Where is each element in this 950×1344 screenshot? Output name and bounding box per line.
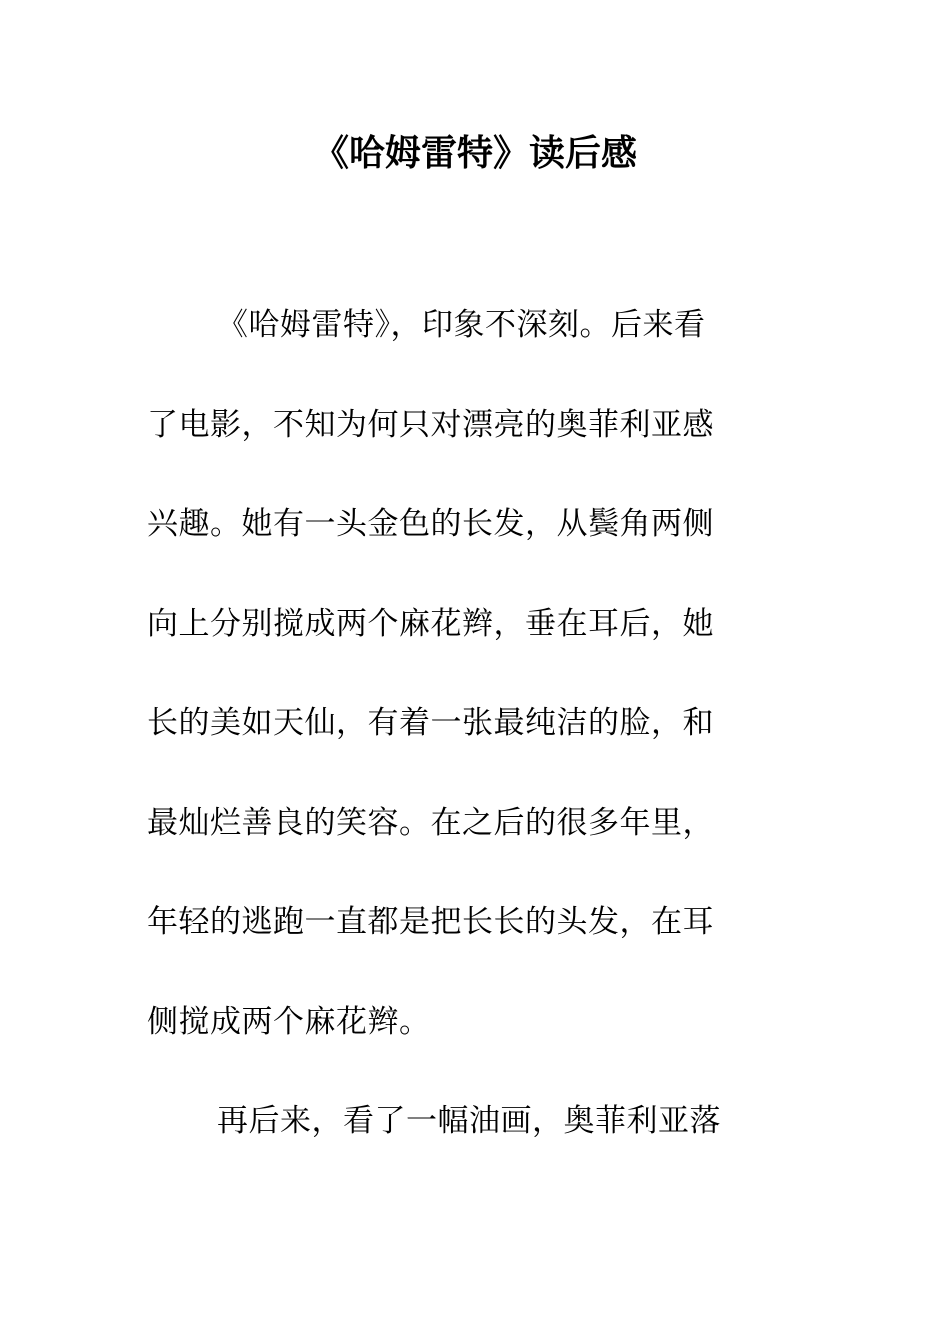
paragraph-1-line-1: 《哈姆雷特》，印象不深刻。后来看 [217, 307, 706, 343]
paragraph-1-line-3: 兴趣。她有一头金色的长发，从鬓角两侧 [147, 506, 714, 542]
paragraph-1-line-8: 侧搅成两个麻花辫。 [147, 1003, 431, 1040]
document-title: 《哈姆雷特》读后感 [312, 133, 637, 174]
paragraph-1-line-5: 长的美如天仙，有着一张最纯洁的脸，和 [147, 705, 714, 741]
document-body [147, 300, 777, 1196]
paragraph-2-line-1: 再后来，看了一幅油画，奥菲利亚落 [217, 1103, 721, 1139]
paragraph-1-line-7: 年轻的逃跑一直都是把长长的头发，在耳 [147, 904, 714, 940]
paragraph-1-line-6: 最灿烂善良的笑容。在之后的很多年里， [147, 804, 714, 841]
paragraph-1-line-2: 了电影，不知为何只对漂亮的奥菲利亚感 [147, 406, 714, 443]
paragraph-1-line-4: 向上分别搅成两个麻花辫，垂在耳后，她 [147, 605, 714, 642]
